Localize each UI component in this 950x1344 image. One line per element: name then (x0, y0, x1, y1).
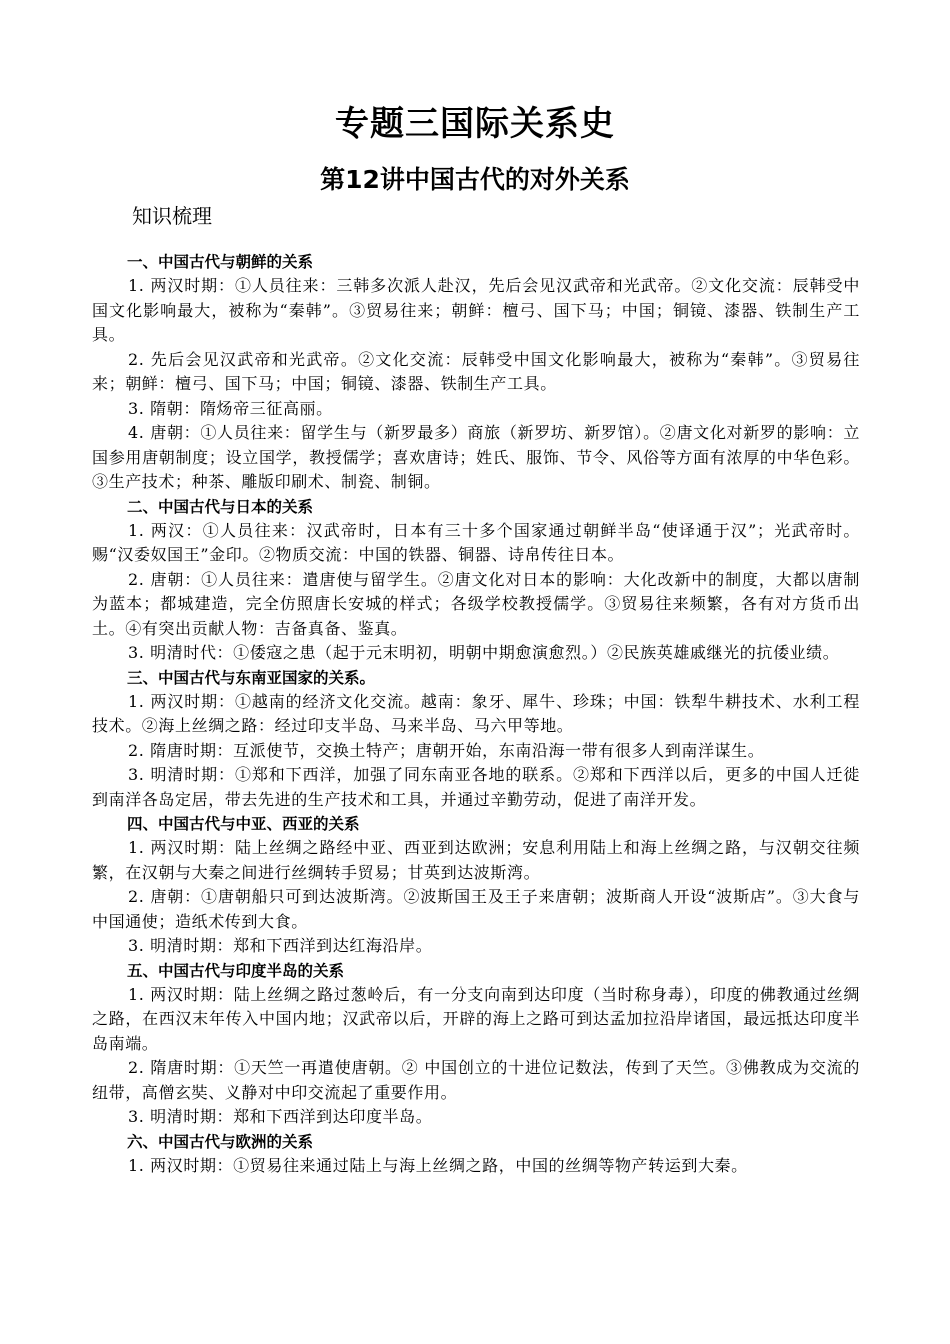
paragraph: 1. 两汉：①人员往来：汉武帝时，日本有三十多个国家通过朝鲜半岛“使译通于汉”；光武帝时。赐“汉委奴国王”金印。②物质交流：中国的铁器、铜器、诗帛传往日本。 (92, 520, 860, 564)
section-heading: 一、中国古代与朝鲜的关系 (127, 253, 314, 271)
paragraph: 2. 唐朝：①唐朝船只可到达波斯湾。②波斯国王及王子来唐朝；波斯商人开设“波斯店”。③大食与中国通使；造纸术传到大食。 (92, 887, 860, 931)
paragraph: 3. 明清时期：郑和下西洋到达印度半岛。 (128, 1107, 433, 1126)
paragraph: 2. 唐朝：①人员往来：遣唐使与留学生。②唐文化对日本的影响：大化改新中的制度，大都以唐制为蓝本；都城建造，完全仿照唐长安城的样式；各级学校教授儒学。③贸易往来频繁，各有对方货币出土。④有突出贡献人物：吉备真备、鉴真。 (92, 569, 860, 638)
paragraph: 1. 两汉时期：陆上丝绸之路经中亚、西亚到达欧洲；安息利用陆上和海上丝绸之路，与汉朝交往频繁，在汉朝与大秦之间进行丝绸转手贸易；甘英到达波斯湾。 (92, 838, 860, 882)
paragraph: 3. 明清时代：①倭寇之患（起于元末明初，明朝中期愈演愈烈。）②民族英雄戚继光的抗倭业绩。 (128, 643, 840, 662)
paragraph: 4. 唐朝：①人员往来：留学生与（新罗最多）商旅（新罗坊、新罗馆）。②唐文化对新罗的影响：立国参用唐朝制度；设立国学，教授儒学；喜欢唐诗；姓氏、服饰、节令、风俗等方面有浓厚的中华色彩。③生产技术；种茶、雕版印刷术、制瓷、制铜。 (92, 423, 860, 491)
paragraph: 2. 隋唐时期：互派使节，交换土特产；唐朝开始，东南沿海一带有很多人到南洋谋生。 (128, 740, 765, 760)
document-title: 专题三国际关系史 (335, 104, 615, 144)
paragraph: 3. 隋朝：隋炀帝三征高丽。 (128, 398, 333, 418)
section-heading: 二、中国古代与日本的关系 (127, 497, 314, 516)
paragraph: 1. 两汉时期：①越南的经济文化交流。越南：象牙、犀牛、珍珠；中国：铁犁牛耕技术、水利工程技术。②海上丝绸之路：经过印支半岛、马来半岛、马六甲等地。 (92, 691, 860, 735)
section-title: 知识梳理 (132, 204, 212, 228)
section-heading: 五、中国古代与印度半岛的关系 (127, 961, 345, 980)
paragraph: 1. 两汉时期：①人员往来：三韩多次派人赴汉，先后会见汉武帝和光武帝。②文化交流：辰韩受中国文化影响最大，被称为“秦韩”。③贸易往来；朝鲜：檀弓、国下马；中国；铜镜、漆器、铁制生产工具。 (92, 276, 860, 344)
paragraph: 3. 明清时期：①郑和下西洋，加强了同东南亚各地的联系。②郑和下西洋以后，更多的中国人迁徙到南洋各岛定居，带去先进的生产技术和工具，并通过辛勤劳动，促进了南洋开发。 (92, 765, 860, 809)
paragraph: 2. 先后会见汉武帝和光武帝。②文化交流：辰韩受中国文化影响最大，被称为“秦韩”。③贸易往来；朝鲜：檀弓、国下马；中国；铜镜、漆器、铁制生产工具。 (92, 349, 860, 393)
document-body (92, 250, 860, 1178)
paragraph: 3. 明清时期：郑和下西洋到达红海沿岸。 (128, 936, 433, 955)
paragraph: 2. 隋唐时期：①天竺一再遣使唐朝。② 中国创立的十进位记数法，传到了天竺。③佛教成为交流的纽带，高僧玄奘、义静对中印交流起了重要作用。 (92, 1058, 860, 1102)
section-heading: 四、中国古代与中亚、西亚的关系 (127, 815, 360, 833)
lecture-title: 第12讲中国古代的对外关系 (320, 165, 630, 194)
section-heading: 六、中国古代与欧洲的关系 (127, 1132, 314, 1151)
paragraph: 1. 两汉时期：陆上丝绸之路过葱岭后，有一分支向南到达印度（当时称身毒），印度的佛教通过丝绸之路，在西汉末年传入中国内地；汉武帝以后，开辟的海上之路可到达孟加拉沿岸诸国，最远抵达印度半岛南端。 (92, 984, 860, 1053)
paragraph: 1. 两汉时期：①贸易往来通过陆上与海上丝绸之路，中国的丝绸等物产转运到大秦。 (128, 1155, 748, 1175)
section-heading: 三、中国古代与东南亚国家的关系。 (127, 668, 376, 687)
